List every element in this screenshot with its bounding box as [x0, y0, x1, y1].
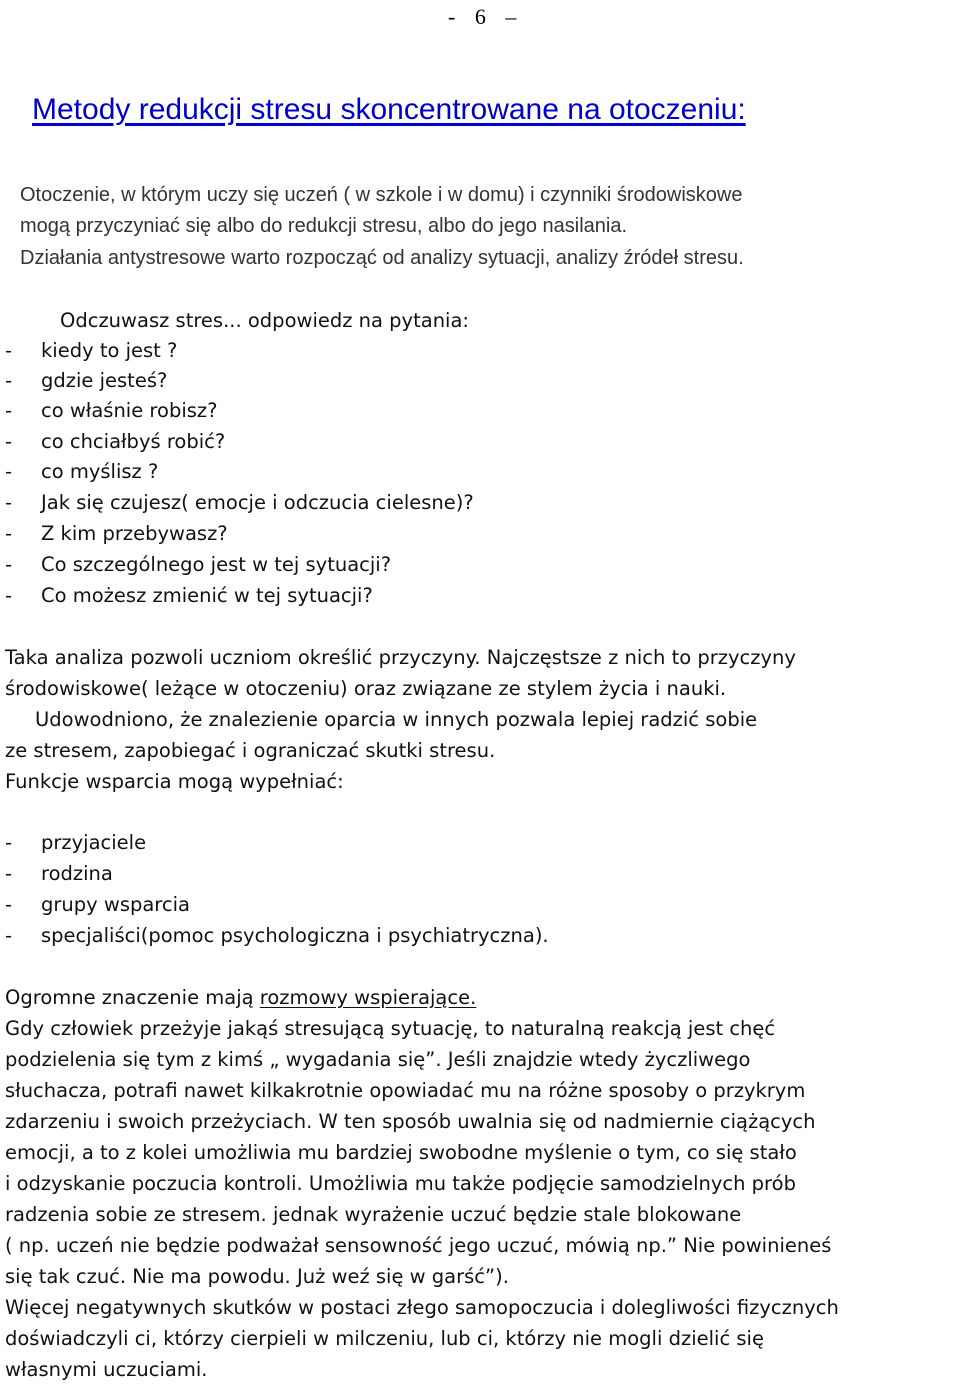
list-dash: -: [5, 553, 13, 576]
body-line: się tak czuć. Nie ma powodu. Już weź się w garść”).: [5, 1265, 509, 1288]
analysis-line: Taka analiza pozwoli uczniom określić przyczyny. Najczęstsze z nich to przyczyny: [5, 646, 796, 669]
support-item: [5, 828, 146, 858]
question-text: Z kim przebywasz?: [41, 522, 228, 545]
body-line: doświadczyli ci, którzy cierpieli w milczeniu, lub ci, którzy nie mogli dzielić się: [5, 1327, 764, 1350]
intro-line: Działania antystresowe warto rozpocząć od analizy sytuacji, analizy źródeł stresu.: [20, 247, 744, 269]
body-line: Więcej negatywnych skutków w postaci złego samopoczucia i dolegliwości fizycznych: [5, 1296, 839, 1319]
analysis-line: [5, 705, 757, 735]
body-line: i odzyskanie poczucia kontroli. Umożliwia mu także podjęcie samodzielnych prób: [5, 1172, 796, 1195]
body-line: podzielenia się tym z kimś „ wygadania się”. Jeśli znajdzie wtedy życzliwego: [5, 1048, 751, 1071]
list-dash: -: [5, 430, 13, 453]
question-item: [5, 550, 391, 580]
page-number: - 6 –: [448, 4, 517, 29]
support-item: [5, 890, 190, 920]
talk-term: rozmowy wspierające.: [259, 986, 477, 1009]
question-text: Co szczególnego jest w tej sytuacji?: [41, 553, 392, 576]
support-intro: Funkcje wsparcia mogą wypełniać:: [5, 770, 344, 793]
analysis-text: Udowodniono, że znalezienie oparcia w innych pozwala lepiej radzić sobie: [35, 708, 758, 731]
support-text: rodzina: [41, 862, 113, 885]
support-item: [5, 859, 113, 889]
question-item: [5, 457, 158, 487]
analysis-line: ze stresem, zapobiegać i ograniczać skutki stresu.: [5, 739, 496, 762]
support-text: specjaliści(pomoc psychologiczna i psychiatryczna).: [41, 924, 549, 947]
question-item: [5, 427, 225, 457]
question-item: [5, 366, 167, 396]
list-dash: -: [5, 584, 13, 607]
body-line: własnymi uczuciami.: [5, 1358, 208, 1381]
question-text: gdzie jesteś?: [41, 369, 168, 392]
talk-lead: Ogromne znaczenie mają: [5, 986, 260, 1009]
question-item: [5, 396, 217, 426]
questions-intro: Odczuwasz stres... odpowiedz na pytania:: [60, 309, 469, 332]
question-item: [5, 519, 228, 549]
analysis-line: środowiskowe( leżące w otoczeniu) oraz związane ze stylem życia i nauki.: [5, 677, 727, 700]
question-item: [5, 336, 177, 366]
support-text: przyjaciele: [41, 831, 147, 854]
body-line: radzenia sobie ze stresem. jednak wyrażenie uczuć będzie stale blokowane: [5, 1203, 742, 1226]
list-dash: -: [5, 862, 13, 885]
list-dash: -: [5, 831, 13, 854]
list-dash: -: [5, 339, 13, 362]
talk-line: [5, 983, 476, 1013]
list-dash: -: [5, 522, 13, 545]
body-line: zdarzeniu i swoich przeżyciach. W ten sposób uwalnia się od nadmiernie ciążących: [5, 1110, 816, 1133]
list-dash: -: [5, 369, 13, 392]
question-text: Jak się czujesz( emocje i odczucia cielesne)?: [41, 491, 474, 514]
intro-line: Otoczenie, w którym uczy się uczeń ( w szkole i w domu) i czynniki środowiskowe: [20, 184, 743, 206]
question-text: kiedy to jest ?: [41, 339, 178, 362]
list-dash: -: [5, 460, 13, 483]
question-text: co chciałbyś robić?: [41, 430, 226, 453]
body-line: Gdy człowiek przeżyje jakąś stresującą sytuację, to naturalną reakcją jest chęć: [5, 1017, 776, 1040]
body-line: emocji, a to z kolei umożliwia mu bardziej swobodne myślenie o tym, co się stało: [5, 1141, 797, 1164]
question-item: [5, 581, 373, 611]
section-title: Metody redukcji stresu skoncentrowane na otoczeniu:: [32, 93, 746, 126]
support-text: grupy wsparcia: [41, 893, 190, 916]
body-line: słuchacza, potrafi nawet kilkakrotnie opowiadać mu na różne sposoby o przykrym: [5, 1079, 806, 1102]
intro-line: mogą przyczyniać się albo do redukcji stresu, albo do jego nasilania.: [20, 215, 628, 237]
body-line: ( np. uczeń nie będzie podważał sensowność jego uczuć, mówią np.” Nie powinieneś: [5, 1234, 832, 1257]
list-dash: -: [5, 893, 13, 916]
question-text: co właśnie robisz?: [41, 399, 218, 422]
support-item: [5, 921, 549, 951]
list-dash: -: [5, 491, 13, 514]
question-text: Co możesz zmienić w tej sytuacji?: [41, 584, 373, 607]
list-dash: -: [5, 924, 13, 947]
list-dash: -: [5, 399, 13, 422]
question-text: co myślisz ?: [41, 460, 159, 483]
question-item: [5, 488, 474, 518]
